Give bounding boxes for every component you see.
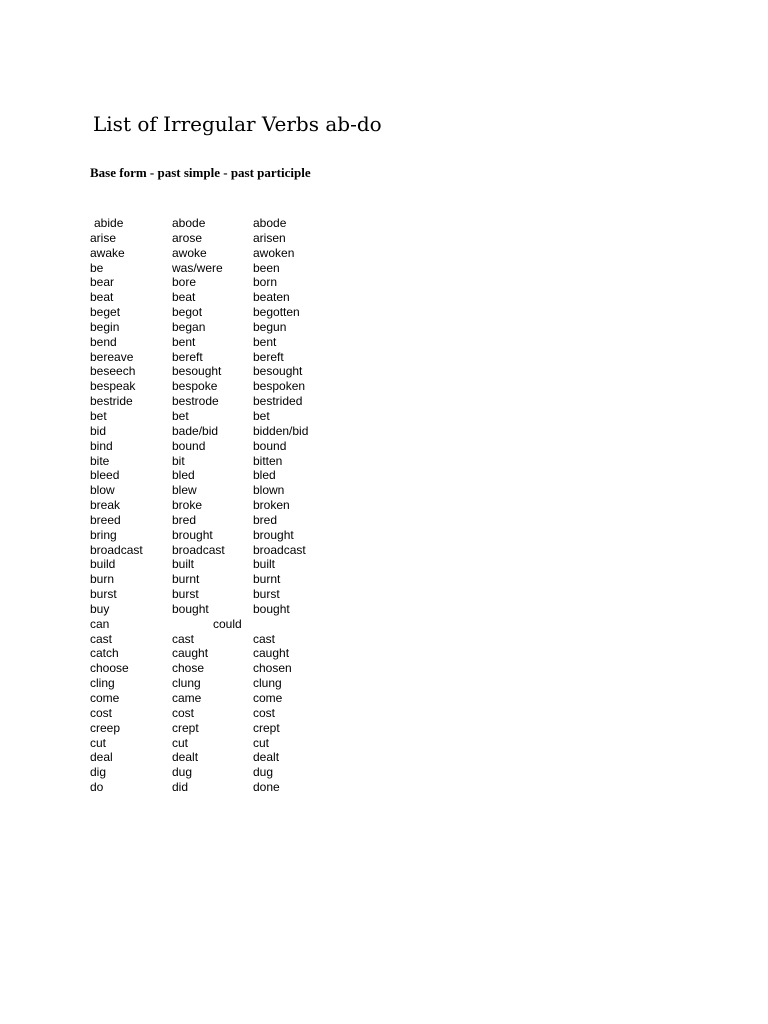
base-form-cell: bet [90, 408, 107, 423]
base-form-cell: breed [90, 512, 121, 527]
past-simple-cell: dealt [172, 750, 199, 765]
base-form-cell: bleed [90, 468, 120, 483]
past-simple-cell: clung [172, 676, 201, 691]
base-form-cell: burn [90, 572, 115, 587]
base-form-cell: can [90, 616, 110, 631]
past-participle-cell: been [253, 260, 280, 275]
past-simple-cell: bought [172, 601, 209, 616]
past-participle-cell: arisen [253, 230, 286, 245]
base-form-cell: abide [94, 216, 124, 230]
past-simple-cell: crept [172, 720, 199, 735]
past-simple-cell: arose [172, 230, 203, 245]
past-simple-cell: besought [172, 364, 222, 379]
base-form-cell: build [90, 557, 116, 572]
base-form-cell: bear [90, 275, 115, 290]
past-simple-cell: bestrode [172, 394, 219, 409]
base-form-cell: catch [90, 646, 119, 661]
past-simple-cell: bade/bid [172, 423, 219, 438]
base-form-cell: bereave [90, 349, 134, 364]
past-participle-cell: besought [253, 364, 303, 379]
base-form-cell: bid [90, 423, 107, 438]
past-participle-cell: crept [253, 720, 280, 735]
base-form-cell: creep [90, 720, 121, 735]
base-form-cell: blow [90, 483, 115, 498]
past-simple-cell: bit [172, 453, 185, 468]
base-form-cell: dig [90, 765, 107, 780]
past-simple-cell: broke [172, 498, 203, 513]
past-participle-cell: bound [253, 438, 287, 453]
past-simple-cell: built [172, 557, 195, 572]
past-participle-cell: burnt [253, 572, 281, 587]
past-participle-cell: dealt [253, 750, 280, 765]
past-simple-cell: brought [172, 527, 213, 542]
past-simple-cell: chose [172, 661, 205, 676]
past-participle-cell: born [253, 275, 278, 290]
past-simple-cell: could [213, 616, 242, 631]
base-form-cell: buy [90, 601, 110, 616]
base-form-cell: cut [90, 735, 107, 750]
past-participle-cell: bespoken [253, 379, 306, 394]
column-subtitle: Base form - past simple - past participle [90, 165, 311, 180]
base-form-cell: come [90, 691, 120, 705]
past-participle-cell: clung [253, 676, 282, 691]
base-form-cell: bend [90, 334, 117, 349]
past-simple-cell: abode [172, 216, 206, 230]
base-form-cell: begin [90, 319, 120, 334]
past-participle-cell: bet [253, 408, 270, 423]
past-participle-cell: bitten [253, 453, 283, 468]
base-form-cell: awake [90, 245, 125, 260]
past-simple-cell: bet [172, 408, 189, 423]
past-simple-cell: began [172, 319, 206, 334]
past-participle-cell: beaten [253, 290, 290, 305]
past-participle-cell: caught [253, 646, 290, 661]
past-simple-cell: burnt [172, 572, 200, 587]
past-simple-cell: cost [172, 705, 195, 720]
past-participle-cell: begotten [253, 305, 300, 320]
past-participle-cell: bought [253, 601, 290, 616]
past-simple-cell: caught [172, 646, 209, 661]
past-participle-cell: chosen [253, 661, 292, 676]
base-form-cell: broadcast [90, 542, 143, 557]
base-form-cell: beseech [90, 364, 136, 379]
base-form-cell: be [90, 260, 104, 275]
base-form-cell: bite [90, 453, 110, 468]
past-simple-cell: bred [172, 512, 197, 527]
past-participle-cell: bled [253, 468, 276, 483]
past-participle-cell: done [253, 780, 280, 795]
past-simple-cell: cut [172, 735, 189, 750]
base-form-cell: beat [90, 290, 114, 305]
base-form-cell: bespeak [90, 379, 136, 394]
past-participle-cell: brought [253, 527, 294, 542]
past-participle-cell: broken [253, 498, 290, 513]
base-form-cell: bind [90, 438, 113, 453]
base-form-cell: bestride [90, 394, 133, 409]
past-simple-cell: burst [172, 587, 199, 602]
past-simple-cell: bore [172, 275, 197, 290]
past-participle-cell: cost [253, 705, 276, 720]
past-participle-cell: bent [253, 334, 277, 349]
base-form-cell: bring [90, 527, 117, 542]
past-participle-cell: dug [253, 765, 274, 780]
past-participle-cell: built [253, 557, 276, 572]
past-participle-cell: burst [253, 587, 280, 602]
past-simple-cell: bound [172, 438, 206, 453]
past-simple-cell: begot [172, 305, 203, 320]
past-participle-cell: blown [253, 483, 285, 498]
past-simple-cell: was/were [172, 260, 223, 275]
past-participle-cell: abode [253, 216, 287, 230]
base-form-cell: deal [90, 750, 113, 765]
base-form-cell: choose [90, 661, 129, 676]
past-simple-cell: did [172, 780, 189, 795]
page-title: List of Irregular Verbs ab-do [93, 112, 382, 136]
past-participle-cell: awoken [253, 245, 295, 260]
past-participle-cell: broadcast [253, 542, 306, 557]
past-participle-cell: bereft [253, 349, 284, 364]
past-simple-cell: bent [172, 334, 196, 349]
base-form-cell: cling [90, 676, 115, 691]
base-form-cell: do [90, 780, 104, 795]
past-simple-cell: blew [172, 483, 197, 498]
past-participle-cell: come [253, 691, 283, 705]
past-simple-cell: beat [172, 290, 196, 305]
past-simple-cell: bespoke [172, 379, 218, 394]
past-participle-cell: cut [253, 735, 270, 750]
past-participle-cell: bestrided [253, 394, 303, 409]
past-simple-cell: dug [172, 765, 193, 780]
past-simple-cell: awoke [172, 245, 207, 260]
base-form-cell: cast [90, 631, 113, 646]
base-form-cell: beget [90, 305, 121, 320]
past-participle-cell: bred [253, 512, 278, 527]
past-simple-cell: bled [172, 468, 195, 483]
past-simple-cell: broadcast [172, 542, 225, 557]
past-participle-cell: begun [253, 319, 287, 334]
base-form-cell: cost [90, 705, 113, 720]
base-form-cell: break [90, 498, 121, 513]
past-participle-cell: bidden/bid [253, 423, 309, 438]
past-participle-cell: cast [253, 631, 276, 646]
past-simple-cell: cast [172, 631, 195, 646]
past-simple-cell: bereft [172, 349, 203, 364]
base-form-cell: burst [90, 587, 117, 602]
past-simple-cell: came [172, 691, 202, 705]
base-form-cell: arise [90, 230, 117, 245]
